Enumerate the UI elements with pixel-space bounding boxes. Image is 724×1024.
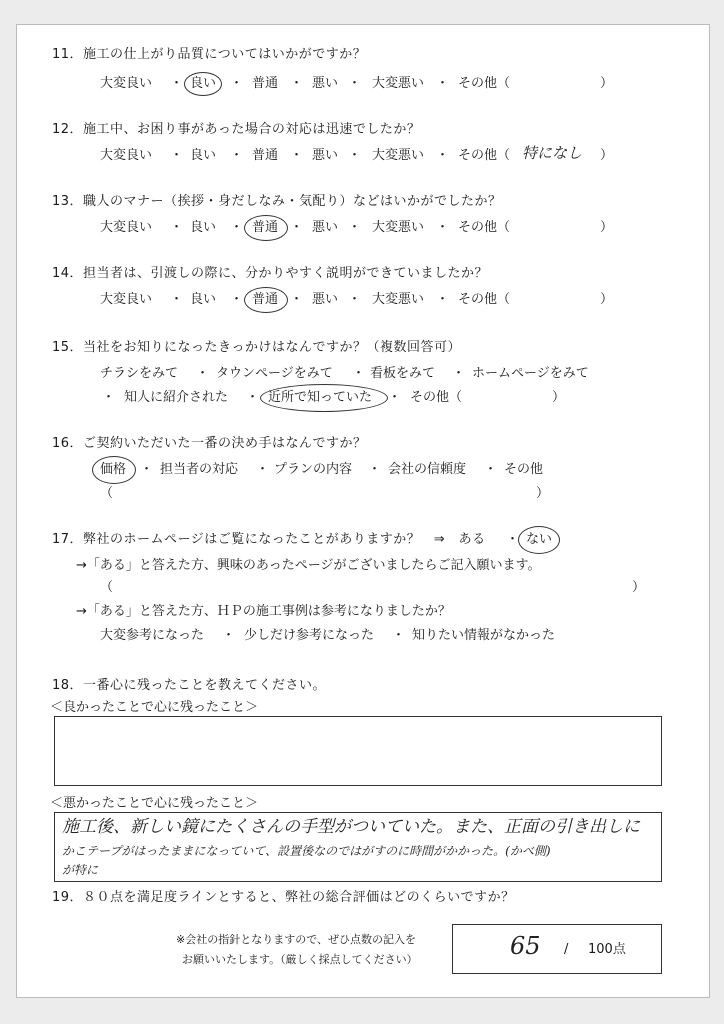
dot: ・ (388, 390, 402, 405)
dot: ・ (170, 220, 184, 235)
dot: ・ (222, 628, 236, 643)
dot: ・ (246, 390, 260, 405)
dot: ・ (140, 462, 154, 477)
q19-score-handwritten: 65 (510, 932, 541, 960)
q12-question: 12．施工中、お困り事があった場合の対応は迅速でしたか？ (52, 122, 421, 137)
q18-bad-handwritten-line1: 施工後、新しい鏡にたくさんの手型がついていた。また、正面の引き出しに (62, 817, 640, 837)
q15-opt-flyer[interactable]: チラシをみて (100, 366, 179, 381)
q12-opt-very-good[interactable]: 大変良い (100, 148, 153, 163)
q13-question: 13．職人のマナー（挨拶・身だしなみ・気配り）などはいかがでしたか？ (52, 194, 502, 209)
q14-opt-normal[interactable]: 普通 (252, 292, 279, 307)
q13-opt-bad[interactable]: 悪い (312, 220, 339, 235)
q12-opt-other[interactable]: その他（ (458, 148, 511, 163)
dot: ・ (290, 148, 304, 163)
q19-question: 19．８０点を満足度ラインとすると、弊社の総合評価はどのくらいですか？ (52, 890, 515, 905)
q15-opt-other[interactable]: その他（ (410, 390, 463, 405)
q18-bad-label: ＜悪かったことで心に残ったこと＞ (50, 796, 259, 811)
dot: ・ (290, 76, 304, 91)
q16-opt-price[interactable]: 価格 (100, 462, 127, 477)
dot: ・ (290, 220, 304, 235)
q11-opt-other[interactable]: その他（ (458, 76, 511, 91)
q17-opt-no[interactable]: ない (526, 532, 553, 547)
q11-opt-bad[interactable]: 悪い (312, 76, 339, 91)
selection-circle (260, 384, 388, 412)
q19-slash: / (564, 942, 569, 957)
dot: ・ (256, 462, 270, 477)
q19-score-box[interactable] (452, 924, 662, 974)
q15-opt-referral[interactable]: 知人に紹介された (124, 390, 229, 405)
q17-open: （ (100, 580, 114, 595)
q16-opt-staff[interactable]: 担当者の対応 (160, 462, 239, 477)
q15-question: 15．当社をお知りになったきっかけはなんですか？（複数回答可） (52, 340, 462, 355)
q14-opt-very-bad[interactable]: 大変悪い (372, 292, 425, 307)
dot: ・ (436, 292, 450, 307)
q11-opt-very-good[interactable]: 大変良い (100, 76, 153, 91)
q11-question: 11．施工の仕上がり品質についてはいかがですか？ (52, 47, 367, 62)
dot: ・ (506, 532, 520, 547)
selection-circle (518, 526, 560, 554)
q13-close: ） (600, 220, 614, 235)
q12-opt-normal[interactable]: 普通 (252, 148, 279, 163)
q13-opt-good[interactable]: 良い (190, 220, 217, 235)
q16-opt-other[interactable]: その他 (504, 462, 544, 477)
dot: ・ (170, 148, 184, 163)
dot: ・ (352, 366, 366, 381)
dot: ・ (290, 292, 304, 307)
selection-circle (244, 287, 288, 313)
q12-opt-very-bad[interactable]: 大変悪い (372, 148, 425, 163)
dot: ・ (436, 148, 450, 163)
dot: ・ (484, 462, 498, 477)
q15-close: ） (552, 390, 566, 405)
dot: ・ (436, 76, 450, 91)
dot: ・ (196, 366, 210, 381)
selection-circle (184, 72, 222, 96)
q15-opt-signboard[interactable]: 看板をみて (370, 366, 436, 381)
q16-opt-trust[interactable]: 会社の信頼度 (388, 462, 467, 477)
q11-close: ） (600, 76, 614, 91)
q14-opt-good[interactable]: 良い (190, 292, 217, 307)
q18-bad-handwritten-line2: かこテープがはったままになっていて、設置後なのではがすのに時間がかかった。(かべ側) (62, 844, 551, 858)
q17-sub2: →「ある」と答えた方、ＨＰの施工事例は参考になりましたか？ (76, 604, 451, 619)
q17-opt-very-helpful[interactable]: 大変参考になった (100, 628, 205, 643)
q19-note-line1: ※会社の指針となりますので、ぜひ点数の記入を (176, 933, 416, 946)
q15-opt-townpage[interactable]: タウンページをみて (216, 366, 333, 381)
q12-opt-bad[interactable]: 悪い (312, 148, 339, 163)
q18-good-label: ＜良かったことで心に残ったこと＞ (50, 700, 259, 715)
q15-opt-neighborhood[interactable]: 近所で知っていた (268, 390, 373, 405)
q16-opt-plan[interactable]: プランの内容 (274, 462, 353, 477)
q12-other-handwritten: 特になし (522, 144, 583, 162)
dot: ・ (348, 292, 362, 307)
dot: ・ (368, 462, 382, 477)
dot: ・ (392, 628, 406, 643)
q16-question: 16．ご契約いただいた一番の決め手はなんですか？ (52, 436, 367, 451)
q16-open: （ (100, 486, 114, 501)
q13-opt-normal[interactable]: 普通 (252, 220, 279, 235)
selection-circle (244, 215, 288, 241)
dot: ・ (230, 292, 244, 307)
dot: ・ (230, 76, 244, 91)
dot: ・ (452, 366, 466, 381)
q18-question: 18．一番心に残ったことを教えてください。 (52, 678, 327, 693)
q19-max-score: 100点 (588, 942, 626, 957)
q13-opt-very-bad[interactable]: 大変悪い (372, 220, 425, 235)
q11-opt-normal[interactable]: 普通 (252, 76, 279, 91)
dot: ・ (170, 76, 184, 91)
dot: ・ (230, 148, 244, 163)
q17-opt-no-info[interactable]: 知りたい情報がなかった (412, 628, 556, 643)
q17-close: ） (632, 580, 646, 595)
dot: ・ (436, 220, 450, 235)
q14-opt-very-good[interactable]: 大変良い (100, 292, 153, 307)
q17-sub1: →「ある」と答えた方、興味のあったページがございましたらご記入願います。 (76, 558, 541, 573)
q16-close: ） (536, 486, 550, 501)
q11-opt-good[interactable]: 良い (190, 76, 217, 91)
q15-opt-homepage[interactable]: ホームページをみて (472, 366, 589, 381)
dot: ・ (348, 148, 362, 163)
q17-question: 17．弊社のホームページはご覧になったことがありますか？ ⇒ ある (52, 532, 486, 547)
q18-good-answer-box[interactable] (54, 716, 662, 786)
q14-opt-other[interactable]: その他（ (458, 292, 511, 307)
dot: ・ (348, 76, 362, 91)
selection-circle (92, 456, 136, 484)
q14-opt-bad[interactable]: 悪い (312, 292, 339, 307)
q11-opt-very-bad[interactable]: 大変悪い (372, 76, 425, 91)
q18-bad-handwritten-line3: が特に (62, 863, 99, 877)
dot: ・ (230, 220, 244, 235)
q12-close: ） (600, 148, 614, 163)
q12-opt-good[interactable]: 良い (190, 148, 217, 163)
q14-question: 14．担当者は、引渡しの際に、分かりやすく説明ができていましたか？ (52, 266, 489, 281)
q17-opt-somewhat-helpful[interactable]: 少しだけ参考になった (244, 628, 375, 643)
q13-opt-very-good[interactable]: 大変良い (100, 220, 153, 235)
q14-close: ） (600, 292, 614, 307)
dot: ・ (348, 220, 362, 235)
dot: ・ (102, 390, 116, 405)
q13-opt-other[interactable]: その他（ (458, 220, 511, 235)
q19-note-line2: お願いいたします。（厳しく採点してください） (182, 953, 418, 966)
dot: ・ (170, 292, 184, 307)
